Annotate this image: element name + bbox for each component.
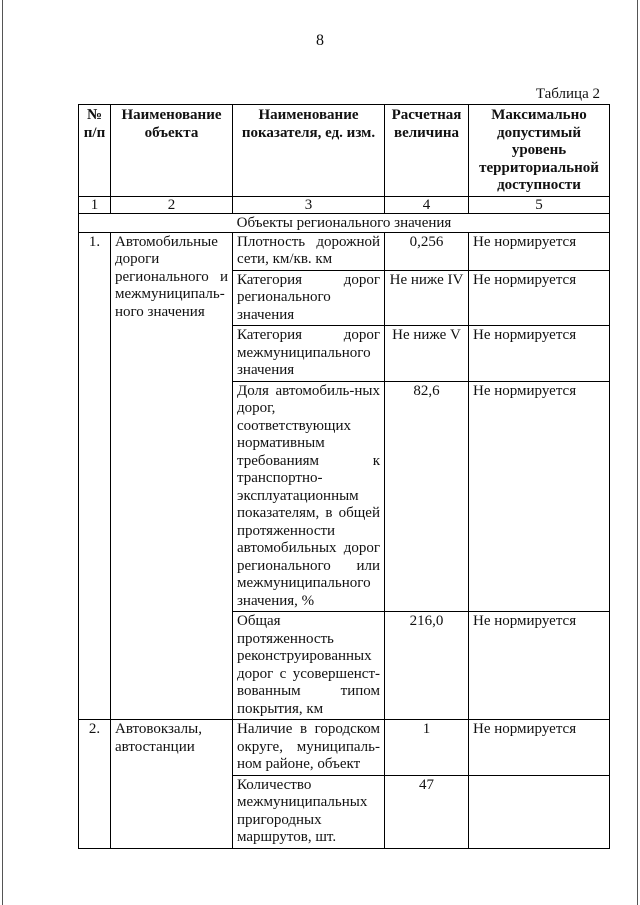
max-level-cell: Не нормируется — [469, 612, 610, 720]
value-cell: Не ниже V — [385, 326, 469, 382]
page-edge-left — [2, 0, 3, 905]
indicator-cell: Доля автомобиль-ных дорог, соответствующих нормативным требованиям к транспортно-эксплуатационным показателям, в общей протяженности автомобильных дорог регионального или межмуниципального значения, % — [233, 381, 385, 612]
value-cell: 82,6 — [385, 381, 469, 612]
column-number-row — [79, 196, 610, 213]
header-number: № п/п — [79, 105, 111, 197]
column-number: 4 — [385, 196, 469, 213]
header-row — [79, 105, 610, 197]
value-cell: 0,256 — [385, 232, 469, 270]
section-row — [79, 213, 610, 232]
header-indicator: Наименование показателя, ед. изм. — [233, 105, 385, 197]
column-number: 2 — [111, 196, 233, 213]
value-cell: 1 — [385, 720, 469, 776]
table-row — [79, 720, 610, 776]
row-number: 2. — [79, 720, 111, 849]
header-object: Наименование объекта — [111, 105, 233, 197]
column-number: 1 — [79, 196, 111, 213]
max-level-cell: Не нормируется — [469, 381, 610, 612]
max-level-cell: Не нормируется — [469, 720, 610, 776]
header-max-level: Максимально допустимый уровень территориальной доступности — [469, 105, 610, 197]
indicator-cell: Количество межмуниципальных пригородных маршрутов, шт. — [233, 775, 385, 848]
max-level-cell — [469, 775, 610, 848]
object-name: Автовокзалы, автостанции — [111, 720, 233, 849]
value-cell: Не ниже IV — [385, 270, 469, 326]
indicator-cell: Категория дорог межмуниципального значения — [233, 326, 385, 382]
value-cell: 216,0 — [385, 612, 469, 720]
page-edge-right — [637, 0, 638, 905]
max-level-cell: Не нормируется — [469, 326, 610, 382]
column-number: 3 — [233, 196, 385, 213]
page-number: 8 — [316, 32, 324, 49]
table-label: Таблица 2 — [535, 86, 600, 102]
column-number: 5 — [469, 196, 610, 213]
max-level-cell: Не нормируется — [469, 232, 610, 270]
max-level-cell: Не нормируется — [469, 270, 610, 326]
object-name: Автомобильные дороги регионального и межмуниципаль-ного значения — [111, 232, 233, 720]
indicators-table — [78, 104, 610, 849]
indicator-cell: Плотность дорожной сети, км/кв. км — [233, 232, 385, 270]
section-title: Объекты регионального значения — [79, 213, 610, 232]
header-value: Расчетная величина — [385, 105, 469, 197]
table-row — [79, 232, 610, 270]
row-number: 1. — [79, 232, 111, 720]
indicator-cell: Наличие в городском округе, муниципаль-ном районе, объект — [233, 720, 385, 776]
indicator-cell: Общая протяженность реконструированных дорог с усовершенст-вованным типом покрытия, км — [233, 612, 385, 720]
value-cell: 47 — [385, 775, 469, 848]
indicator-cell: Категория дорог регионального значения — [233, 270, 385, 326]
